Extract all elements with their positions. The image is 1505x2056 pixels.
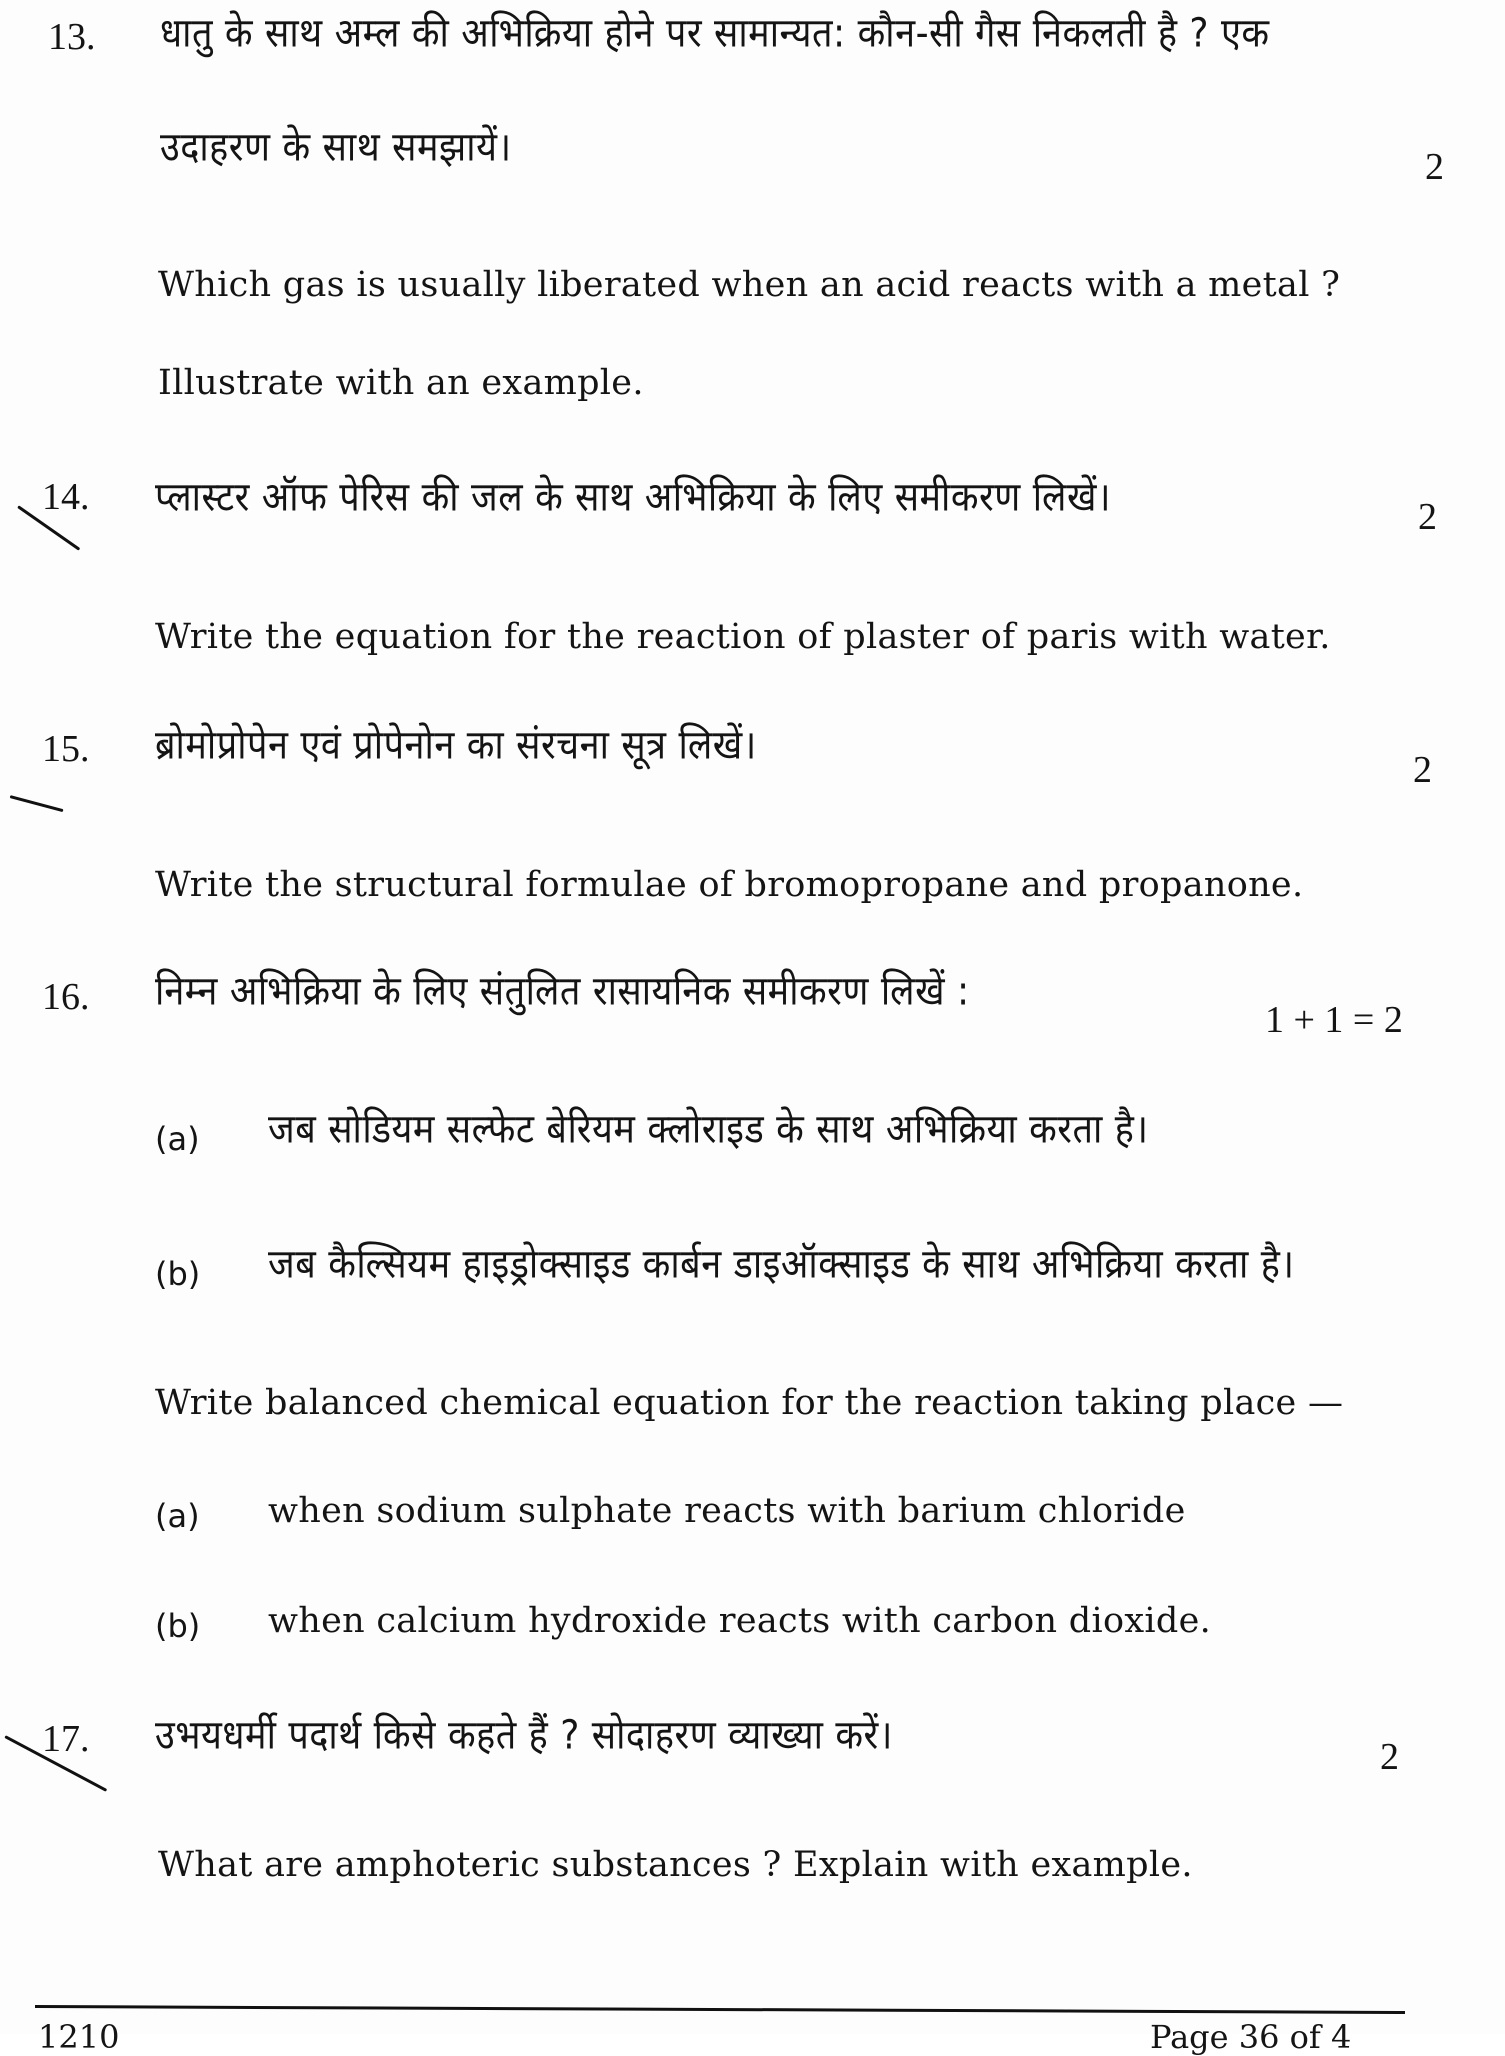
question-english-line: Which gas is usually liberated when an acid reacts with a metal ? [158,265,1341,305]
pen-tick-mark [10,795,64,812]
question-marks: 2 [1425,146,1444,188]
question-hindi-line: उदाहरण के साथ समझायें। [160,124,512,171]
question-hindi-line: धातु के साथ अम्ल की अभिक्रिया होने पर सामान्यत: कौन-सी गैस निकलती है ? एक [160,10,1270,57]
question-hindi-line: ब्रोमोप्रोपेन एवं प्रोपेनोन का संरचना सूत्र लिखें। [155,722,757,769]
footer-divider [35,2005,1405,2014]
question-number: 17. [42,1718,90,1760]
paper-code: 1210 [38,2018,120,2056]
subpart-label: (b) [155,1607,201,1645]
subpart-label: (b) [155,1255,201,1293]
subpart-hindi-text: जब सोडियम सल्फेट बेरियम क्लोराइड के साथ अभिक्रिया करता है। [268,1106,1149,1153]
question-marks: 2 [1380,1736,1399,1778]
question-marks: 2 [1418,496,1437,538]
question-hindi-line: प्लास्टर ऑफ पेरिस की जल के साथ अभिक्रिया के लिए समीकरण लिखें। [155,474,1112,521]
question-marks: 1 + 1 = 2 [1265,999,1403,1041]
subpart-hindi-text: जब कैल्सियम हाइड्रोक्साइड कार्बन डाइऑक्साइड के साथ अभिक्रिया करता है। [268,1241,1295,1288]
question-number: 13. [48,16,96,58]
question-number: 15. [42,728,90,770]
question-number: 14. [42,476,90,518]
subpart-label: (a) [155,1120,200,1158]
question-marks: 2 [1413,749,1432,791]
subpart-label: (a) [155,1497,200,1535]
question-english-line: Write the equation for the reaction of plaster of paris with water. [155,617,1331,657]
question-english-line: Illustrate with an example. [158,363,644,403]
question-english-line: Write the structural formulae of bromopropane and propanone. [155,865,1304,905]
subpart-english-text: when sodium sulphate reacts with barium chloride [268,1491,1186,1531]
question-english-line: What are amphoteric substances ? Explain with example. [158,1845,1193,1885]
question-english-line: Write balanced chemical equation for the reaction taking place — [155,1383,1344,1423]
page-number: Page 36 of 4 [1150,2018,1352,2056]
question-number: 16. [42,976,90,1018]
question-hindi-line: निम्न अभिक्रिया के लिए संतुलित रासायनिक समीकरण लिखें : [155,968,970,1015]
subpart-english-text: when calcium hydroxide reacts with carbon dioxide. [268,1601,1212,1641]
question-hindi-line: उभयधर्मी पदार्थ किसे कहते हैं ? सोदाहरण व्याख्या करें। [155,1712,893,1759]
